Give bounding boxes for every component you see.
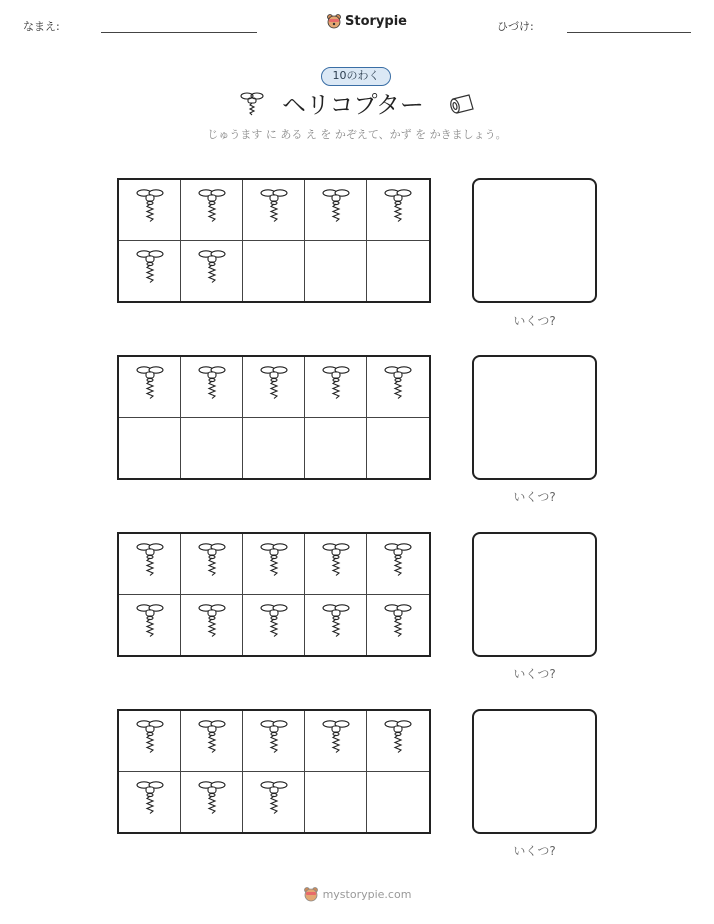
frame-cell xyxy=(305,357,367,418)
name-line[interactable] xyxy=(101,32,257,33)
frame-cell xyxy=(119,595,181,656)
helicopter-icon xyxy=(197,248,227,294)
date-label: ひづけ: xyxy=(497,20,534,33)
helicopter-icon xyxy=(321,364,351,410)
helicopter-icon xyxy=(321,602,351,648)
helicopter-icon xyxy=(135,364,165,410)
title-row xyxy=(0,88,714,122)
frame-cell xyxy=(181,180,243,241)
frame-cell xyxy=(367,180,429,241)
frame-cell xyxy=(119,241,181,302)
name-label: なまえ: xyxy=(23,20,60,33)
frame-cell xyxy=(367,241,429,302)
helicopter-icon xyxy=(259,541,289,587)
helicopter-icon xyxy=(259,602,289,648)
frame-cell xyxy=(305,772,367,833)
ten-frame-1 xyxy=(117,178,431,303)
frame-cell xyxy=(367,595,429,656)
frame-cell xyxy=(367,711,429,772)
helicopter-icon xyxy=(259,718,289,764)
instructions: じゅうます に ある え を かぞえて、かず を かきましょう。 xyxy=(207,128,507,141)
frame-cell xyxy=(305,534,367,595)
frame-cell xyxy=(305,418,367,479)
frame-cell xyxy=(367,357,429,418)
frame-cell xyxy=(305,241,367,302)
helicopter-icon xyxy=(197,718,227,764)
frame-cell xyxy=(305,180,367,241)
frame-cell xyxy=(119,180,181,241)
helicopter-icon xyxy=(259,187,289,233)
helicopter-icon xyxy=(259,779,289,825)
bear-icon xyxy=(303,886,319,902)
helicopter-icon xyxy=(239,90,265,120)
helicopter-icon xyxy=(135,779,165,825)
frame-cell xyxy=(243,418,305,479)
brand-logo xyxy=(326,13,407,29)
helicopter-icon xyxy=(383,541,413,587)
frame-cell xyxy=(119,711,181,772)
ten-frame-4 xyxy=(117,709,431,834)
ten-frame-2 xyxy=(117,355,431,480)
ten-frame-3 xyxy=(117,532,431,657)
frame-cell xyxy=(119,534,181,595)
cork-icon xyxy=(447,93,477,117)
helicopter-icon xyxy=(197,364,227,410)
ten-frame-badge: 10のわく xyxy=(321,67,391,86)
helicopter-icon xyxy=(135,187,165,233)
date-line[interactable] xyxy=(567,32,691,33)
frame-cell xyxy=(367,534,429,595)
frame-cell xyxy=(119,418,181,479)
helicopter-icon xyxy=(321,718,351,764)
frame-cell xyxy=(243,534,305,595)
frame-cell xyxy=(243,595,305,656)
frame-cell xyxy=(243,711,305,772)
answer-box-1[interactable] xyxy=(472,178,597,303)
frame-cell xyxy=(181,241,243,302)
brand-name: Storypie xyxy=(345,13,407,29)
frame-cell xyxy=(181,711,243,772)
helicopter-icon xyxy=(321,187,351,233)
helicopter-icon xyxy=(135,718,165,764)
frame-cell xyxy=(181,357,243,418)
frame-cell xyxy=(181,772,243,833)
frame-cell xyxy=(181,418,243,479)
helicopter-icon xyxy=(383,602,413,648)
helicopter-icon xyxy=(383,187,413,233)
answer-box-4[interactable] xyxy=(472,709,597,834)
frame-cell xyxy=(367,772,429,833)
frame-cell xyxy=(305,595,367,656)
helicopter-icon xyxy=(135,541,165,587)
answer-prompt-4: いくつ? xyxy=(513,844,556,858)
frame-cell xyxy=(181,595,243,656)
frame-cell xyxy=(119,772,181,833)
answer-box-3[interactable] xyxy=(472,532,597,657)
helicopter-icon xyxy=(259,364,289,410)
frame-cell xyxy=(119,357,181,418)
helicopter-icon xyxy=(135,248,165,294)
frame-cell xyxy=(243,180,305,241)
answer-prompt-3: いくつ? xyxy=(513,667,556,681)
helicopter-icon xyxy=(197,779,227,825)
helicopter-icon xyxy=(197,541,227,587)
page-title: ヘリコプター xyxy=(282,91,424,119)
footer xyxy=(0,886,714,902)
helicopter-icon xyxy=(383,364,413,410)
frame-cell xyxy=(305,711,367,772)
answer-prompt-2: いくつ? xyxy=(513,490,556,504)
answer-box-2[interactable] xyxy=(472,355,597,480)
frame-cell xyxy=(243,241,305,302)
footer-url: mystorypie.com xyxy=(322,887,412,901)
answer-prompt-1: いくつ? xyxy=(513,314,556,328)
frame-cell xyxy=(367,418,429,479)
helicopter-icon xyxy=(197,187,227,233)
helicopter-icon xyxy=(383,718,413,764)
helicopter-icon xyxy=(135,602,165,648)
helicopter-icon xyxy=(321,541,351,587)
helicopter-icon xyxy=(197,602,227,648)
frame-cell xyxy=(243,357,305,418)
frame-cell xyxy=(181,534,243,595)
frame-cell xyxy=(243,772,305,833)
bear-icon xyxy=(326,13,342,29)
